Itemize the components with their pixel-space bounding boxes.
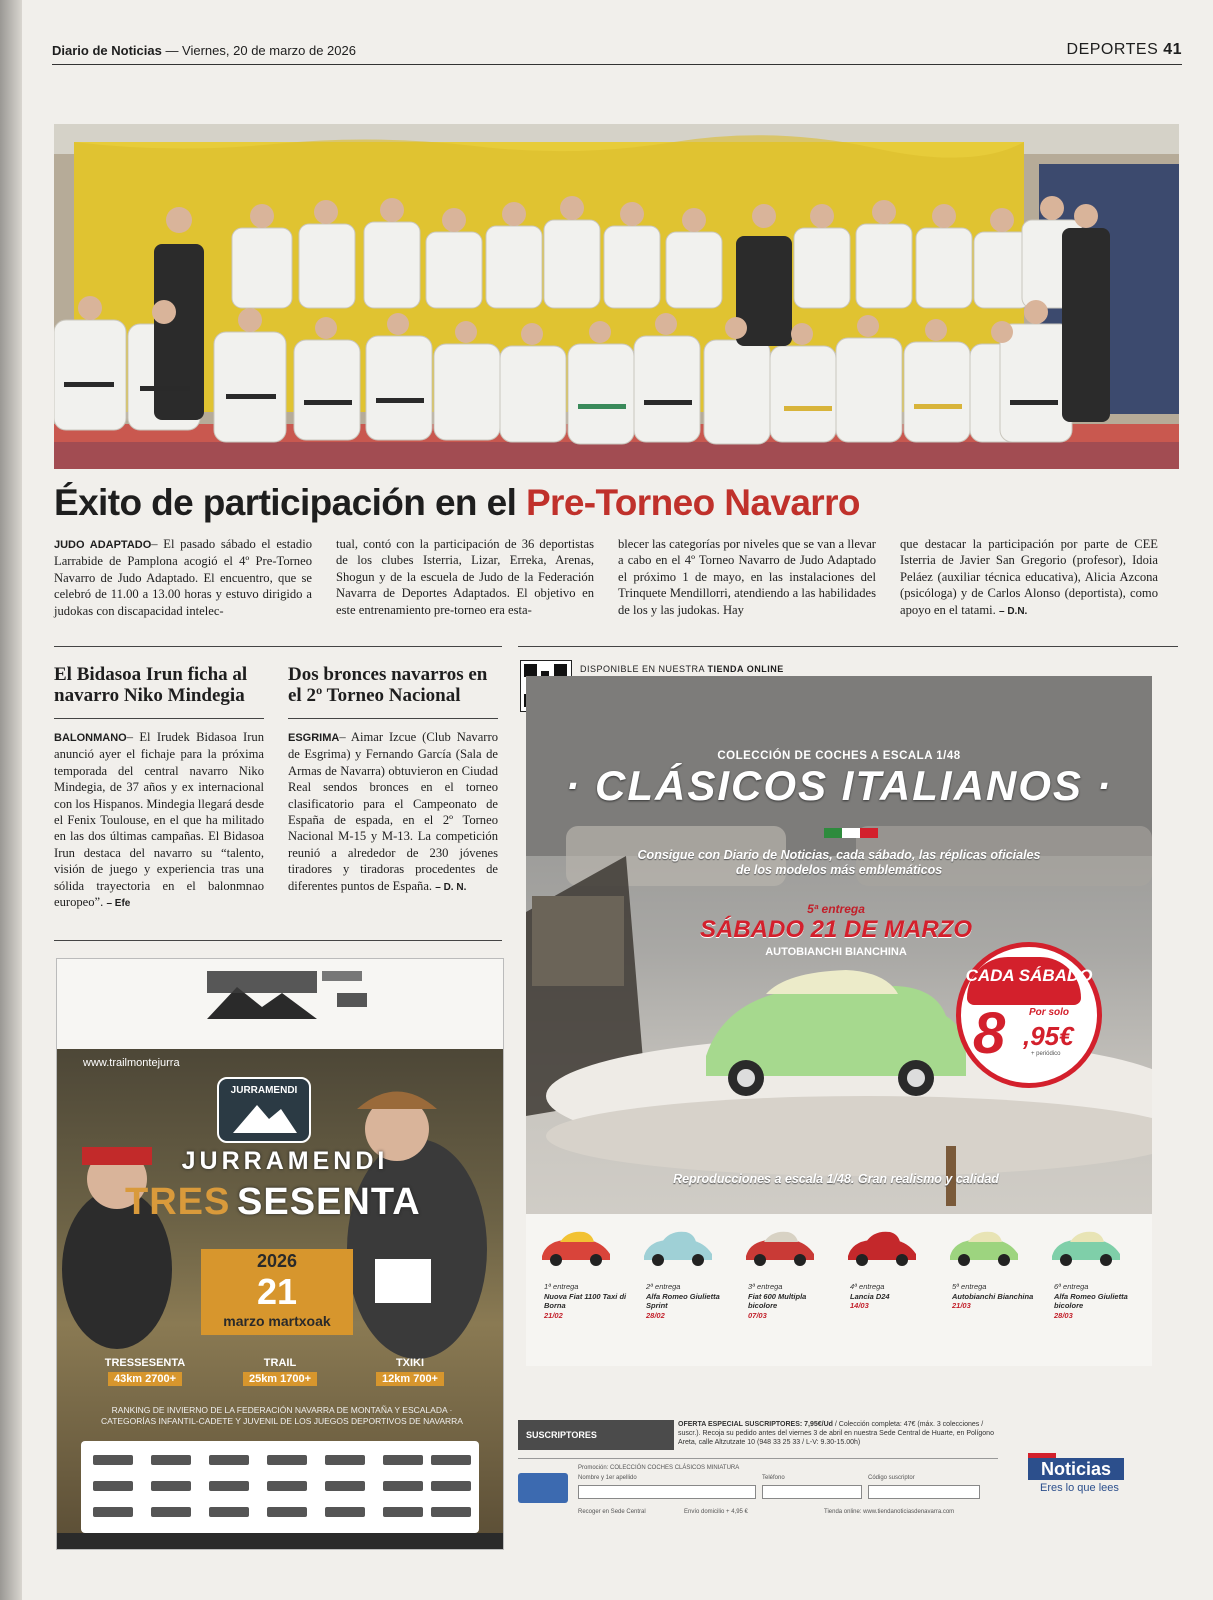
collection-lineup xyxy=(526,1214,1152,1366)
main-headline xyxy=(54,482,860,524)
header-dateline xyxy=(52,43,356,58)
lineup-entry: 3ª entrega xyxy=(748,1282,783,1291)
divider-ad xyxy=(54,940,502,941)
main-story-col-1 xyxy=(54,536,312,619)
mountain-logo-icon xyxy=(57,959,503,1049)
trail-ad-title-tres: TRES xyxy=(125,1181,231,1223)
brief-bidasoa-body: – El Irudek Bidasoa Irun anunció ayer el fichaje para la próxima temporada del central navarro Niko Mindegia, de 37 años y ex internacional con los Hispanos. Mindegia llegará desde el Fenix Toulouse, en el que ha militado en las dos últimas campañas. El Bidasoa Irun destaca del navarro su “talento, visión de juego y experiencia tras una sólida trayectoria en el balonmnao europeo”. xyxy=(54,730,264,910)
form-name-label: Nombre y 1er apellido xyxy=(578,1475,637,1481)
car-icon xyxy=(538,1226,614,1270)
main-story-text-2: tual, contó con la participación de 36 deportistas de los clubes Isterria, Lizar, Erreka, Arenas, Shogun y de la escuela de Judo de la Federación Navarra de Deportes Adaptados. El objetivo en este entrenamiento pre-torneo era esta- xyxy=(336,537,594,617)
headline-accent: Pre-Torneo Navarro xyxy=(525,482,860,523)
main-story-text-1: – El pasado sábado el estadio Larrabide de Pamplona acogió el 4º Pre-Torneo Navarro de Judo Adaptado. El encuentro, que se celebró de 11.00 a 13.00 horas y estuvo dirigido a judokas con discapacidad intelec- xyxy=(54,537,312,618)
car-icon xyxy=(946,1226,1022,1270)
form-phone-field[interactable] xyxy=(762,1485,862,1499)
brief-esgrima-text xyxy=(288,729,498,896)
section-name: DEPORTES xyxy=(1066,41,1159,58)
price-heading: CADA SÁBADO xyxy=(965,966,1093,985)
delivery-model: AUTOBIANCHI BIANCHINA xyxy=(765,946,907,958)
car-icon xyxy=(1048,1226,1124,1270)
brief-bidasoa-signature: – Efe xyxy=(106,898,131,910)
subscribers-offer-text xyxy=(678,1420,998,1447)
lineup-name: Alfa Romeo Giulietta Sprint xyxy=(646,1291,720,1310)
reproduction-note: Reproducciones a escala 1/48. Gran realismo y calidad xyxy=(673,1172,999,1186)
trail-ad-title-sesenta: SESENTA xyxy=(237,1181,421,1223)
lineup-date: 14/03 xyxy=(850,1301,869,1310)
collection-title: · CLÁSICOS ITALIANOS · xyxy=(565,762,1113,809)
subscribers-offer-bold: OFERTA ESPECIAL SUSCRIPTORES: 7,95€/Ud xyxy=(678,1421,833,1428)
race-name: TXIKI xyxy=(395,1357,425,1369)
main-story-col-3 xyxy=(618,536,876,618)
form-code-label: Código suscriptor xyxy=(868,1475,915,1481)
header-section xyxy=(1067,41,1182,59)
lineup-name: Fiat 600 Multipla bicolore xyxy=(748,1291,807,1310)
brand-logo: Noticias xyxy=(1028,1458,1124,1480)
race-txiki xyxy=(355,1357,465,1387)
trail-race-ad xyxy=(56,958,504,1550)
issue-date: — Viernes, 20 de marzo de 2026 xyxy=(165,43,356,58)
page-header xyxy=(52,40,1182,65)
lineup-date: 28/02 xyxy=(646,1310,665,1320)
brief-bidasoa-title: El Bidasoa Irun ficha al navarro Niko Mindegia xyxy=(54,664,248,706)
brief-bidasoa xyxy=(54,664,264,912)
main-story-col-2 xyxy=(336,536,594,618)
brief-esgrima-signature: – D. N. xyxy=(435,881,467,893)
collection-subtitle: Consigue con Diario de Noticias, cada sábado, las réplicas oficiales de los modelos más emblemáticos xyxy=(637,848,1041,877)
online-store-label xyxy=(580,664,784,674)
online-store-text: DISPONIBLE EN NUESTRA xyxy=(580,664,705,674)
noticias-brand xyxy=(1028,1458,1148,1498)
delivery-date: SÁBADO 21 DE MARZO xyxy=(699,916,973,943)
page-gutter xyxy=(0,0,22,1600)
lineup-caption xyxy=(850,1282,938,1311)
lineup-caption xyxy=(952,1282,1040,1311)
sponsor-logos xyxy=(81,1441,479,1533)
brief-bidasoa-text xyxy=(54,729,264,912)
car-icon xyxy=(844,1226,920,1270)
form-online-store[interactable]: Tienda online: www.tiendanoticiasdenavarra.com xyxy=(824,1509,955,1515)
brief-esgrima xyxy=(288,664,498,896)
judo-group-photo xyxy=(54,124,1179,469)
brand-tagline: Eres lo que lees xyxy=(1040,1482,1119,1494)
lineup-entry: 2ª entrega xyxy=(646,1282,681,1291)
form-name-field[interactable] xyxy=(578,1485,756,1499)
race-name: TRESSESENTA xyxy=(104,1357,186,1369)
lineup-entry: 1ª entrega xyxy=(544,1282,579,1291)
car-icon xyxy=(742,1226,818,1270)
race-name: TRAIL xyxy=(263,1357,297,1369)
jurramendi-badge xyxy=(217,1077,311,1143)
trail-ad-day: 21 xyxy=(256,1271,298,1312)
lineup-entry: 5ª entrega xyxy=(952,1282,987,1291)
race-detail: 12km 700+ xyxy=(376,1372,444,1386)
form-code-field[interactable] xyxy=(868,1485,980,1499)
lineup-date: 21/03 xyxy=(952,1301,971,1310)
price-decimal: ,95€ xyxy=(1023,1021,1074,1051)
flag-stripe-red xyxy=(860,828,878,838)
italian-flag-icon xyxy=(824,828,878,838)
trail-ad-date xyxy=(201,1249,353,1335)
trail-ad-title: JURRAMENDI xyxy=(181,1147,389,1175)
lineup-caption xyxy=(748,1282,836,1320)
trail-ad-year: 2026 xyxy=(256,1251,298,1271)
lineup-name: Autobianchi Bianchina xyxy=(952,1291,1034,1301)
form-promo-label: Promoción: COLECCIÓN COCHES CLÁSICOS MINIATURA xyxy=(578,1465,740,1471)
lineup-name: Lancia D24 xyxy=(850,1291,890,1301)
trail-ad-topbar xyxy=(57,959,503,1049)
brief-bidasoa-kicker: BALONMANO xyxy=(54,732,127,744)
form-phone-label: Teléfono xyxy=(762,1475,785,1481)
brief-bidasoa-rule xyxy=(54,718,264,719)
lineup-date: 21/02 xyxy=(544,1310,563,1320)
subscribers-form xyxy=(518,1458,998,1529)
main-story-kicker: JUDO ADAPTADO xyxy=(54,539,152,551)
main-story-col-4 xyxy=(900,536,1158,620)
lineup-name: Alfa Romeo Giulietta bicolore xyxy=(1054,1291,1128,1310)
divider-right xyxy=(518,646,1178,647)
headline-plain: Éxito de participación en el xyxy=(54,482,526,523)
delivery-number: 5ª entrega xyxy=(807,902,865,916)
form-pickup-option[interactable]: Recoger en Sede Central xyxy=(578,1509,646,1515)
brief-esgrima-body: – Aimar Izcue (Club Navarro de Esgrima) y Fernando García (Sala de Armas de Navarra) obtuvieron en Ciudad Real sendos bronces en el torneo clasificatorio para el Campeonato de España de espada, en el 2º Torneo Nacional M-15 y M-13. La competición reunió a alrededor de 230 jóvenes tiradores y tiradoras procedentes de diferentes puntos de España. xyxy=(288,730,498,893)
brief-esgrima-kicker: ESGRIMA xyxy=(288,732,340,744)
price-integer: 8 xyxy=(973,1001,1006,1066)
lineup-date: 07/03 xyxy=(748,1310,767,1320)
race-tressesenta xyxy=(85,1357,205,1387)
flag-stripe-green xyxy=(824,828,842,838)
jurramendi-badge-text: JURRAMENDI xyxy=(230,1085,298,1096)
lineup-caption xyxy=(646,1282,734,1320)
trail-ad-footer xyxy=(57,1533,503,1549)
race-detail: 25km 1700+ xyxy=(243,1372,317,1386)
race-detail: 43km 2700+ xyxy=(108,1372,182,1386)
brief-esgrima-rule xyxy=(288,718,498,719)
collection-label: COLECCIÓN DE COCHES A ESCALA 1/48 xyxy=(717,750,961,762)
trail-ad-note: RANKING DE INVIERNO DE LA FEDERACIÓN NAVARRA DE MONTAÑA Y ESCALADA · CATEGORÍAS INFANTIL-CADETE Y JUVENIL DE LOS JUEGOS DEPORTIVOS DE NAVARRA xyxy=(101,1405,463,1426)
price-prefix: Por solo xyxy=(1029,1007,1070,1018)
divider-left xyxy=(54,646,502,647)
main-story-text-4: que destacar la participación por parte de CEE Isterria de Javier San Gregorio (profesor), Idoia Peláez (auxiliar técnica educativa), Alicia Azcona (psicóloga) y de Carlos Alonso (deportista), como apoyo en el tatami. xyxy=(900,537,1158,617)
race-trail xyxy=(225,1357,335,1387)
online-store-bold: TIENDA ONLINE xyxy=(707,664,784,674)
flag-stripe-white xyxy=(842,828,860,838)
lineup-caption xyxy=(1054,1282,1142,1320)
trail-ad-url[interactable]: www.trailmontejurra xyxy=(83,1057,180,1069)
subscribers-offer xyxy=(518,1420,998,1530)
judo-group-illustration xyxy=(54,124,1179,469)
cars-poster xyxy=(526,676,1152,1366)
page-number: 41 xyxy=(1163,41,1182,58)
subscribers-label: SUSCRIPTORES xyxy=(518,1420,674,1450)
cars-collection-ad xyxy=(520,660,1172,1410)
form-shipping-option[interactable]: Envío domicilio + 4,95 € xyxy=(684,1509,748,1515)
subscribers-offer-body: / Colección completa: 47€ (máx. 3 colecciones / suscr.). Recoja su pedido antes del viernes 3 de abril en nuestra Sede Central de Huarte, en Polígono Areta, calle Altzutzate 10 (948 33 25 33 / L-V: 9.30-15.00h) xyxy=(678,1421,994,1446)
trail-ad-month: marzo martxoak xyxy=(223,1313,331,1329)
lineup-name: Nuova Fiat 1100 Taxi di Borna xyxy=(544,1291,627,1310)
price-note: + periódico xyxy=(1031,1051,1061,1057)
main-story-signature: – D.N. xyxy=(998,605,1028,617)
price-badge xyxy=(956,942,1102,1088)
lineup-date: 28/03 xyxy=(1054,1310,1073,1320)
paper-name: Diario de Noticias xyxy=(52,43,162,58)
lineup-entry: 6ª entrega xyxy=(1054,1282,1089,1291)
lineup-caption xyxy=(544,1282,632,1320)
main-story-text-3: blecer las categorías por niveles que se van a llevar a cabo en el 4º Torneo Navarro de Judo Adaptado el próximo 1 de mayo, en las instalaciones del Trinquete Mendillorri, atendiendo a las habilidades de los y las judokas. Hay xyxy=(618,537,876,617)
car-icon xyxy=(640,1226,716,1270)
brief-esgrima-title: Dos bronces navarros en el 2º Torneo Nacional xyxy=(288,664,488,706)
subscriber-card-icon xyxy=(518,1473,568,1503)
lineup-entry: 4ª entrega xyxy=(850,1282,885,1291)
